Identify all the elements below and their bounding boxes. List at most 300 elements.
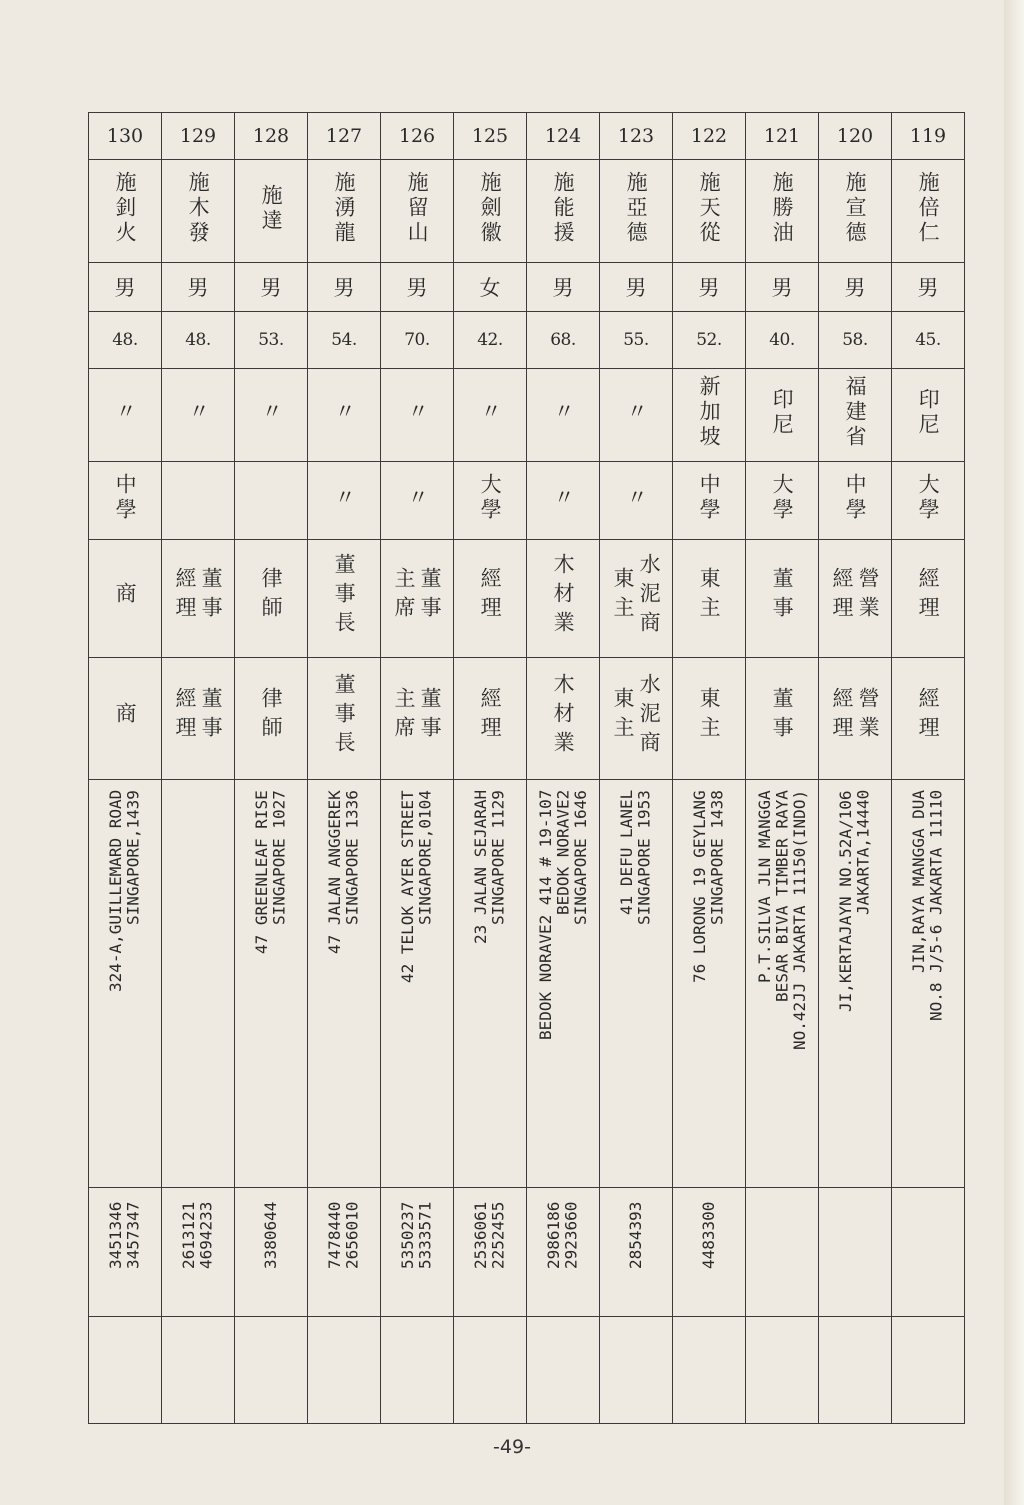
title-part: 董事 — [770, 687, 795, 745]
record-number-row — [89, 113, 965, 160]
name-cell — [527, 160, 600, 263]
record-number-cell — [673, 113, 746, 160]
gender: 男 — [114, 276, 136, 300]
occupation-text — [611, 553, 661, 640]
birthplace-cell — [162, 369, 235, 462]
title-text — [113, 702, 137, 731]
address: BEDOK NORAVE2 414 # 19-107 BEDOK NORAVE2 SINGAPORE 1646 — [535, 790, 590, 1041]
title-part: 董事 — [199, 687, 224, 745]
remarks-cell — [454, 1317, 527, 1424]
occupation-cell — [600, 540, 673, 658]
occupation-text — [332, 553, 356, 640]
occupation-text — [830, 567, 880, 625]
occupation-text — [770, 567, 794, 625]
address-cell — [89, 780, 162, 1188]
name-cell — [308, 160, 381, 263]
title-part: 營業 — [856, 687, 881, 745]
name-cell — [235, 160, 308, 263]
title-text — [830, 687, 880, 745]
gender-cell — [527, 263, 600, 312]
title-cell — [600, 658, 673, 780]
age-cell — [381, 312, 454, 369]
occupation-cell — [89, 540, 162, 658]
gender: 男 — [187, 276, 209, 300]
record-number-cell — [308, 113, 381, 160]
address: JIN,RAYA MANGGA DUA NO.8 J/5-6 JAKARTA 11110 — [909, 790, 946, 1022]
birthplace-cell — [673, 369, 746, 462]
phone-number: 3451346 3457347 — [106, 1202, 143, 1270]
address: 76 LORONG 19 GEYLANG SINGAPORE 1438 — [690, 790, 727, 983]
phone-number: 5350237 5333571 — [398, 1202, 435, 1270]
record-number-cell — [89, 113, 162, 160]
age-cell — [308, 312, 381, 369]
birthplace-cell — [381, 369, 454, 462]
address-wrap — [527, 790, 599, 1170]
phone-cell — [89, 1188, 162, 1317]
record-number-cell — [746, 113, 819, 160]
address: P.T.SILVA JLN MANGGA BESAR BIVA TIMBER RAYA NO.42JJ JAKARTA 11150(INDO) — [754, 790, 809, 1051]
member-name: 施能援 — [551, 171, 576, 246]
address-cell — [308, 780, 381, 1188]
occupation-part: 經理 — [830, 567, 854, 625]
age-cell — [673, 312, 746, 369]
remarks-cell — [381, 1317, 454, 1424]
title-text — [259, 687, 283, 745]
address-cell — [454, 780, 527, 1188]
occupation-text — [173, 567, 223, 625]
address-cell — [892, 780, 965, 1188]
title-part: 經理 — [173, 687, 197, 745]
occupation-part: 主席 — [392, 567, 416, 625]
title-cell — [162, 658, 235, 780]
record-number: 130 — [106, 125, 144, 147]
title-part: 律師 — [259, 687, 284, 745]
occupation-part: 經理 — [173, 567, 197, 625]
phone-number: 3380644 — [261, 1202, 281, 1270]
occupation-text — [113, 582, 137, 611]
gender-cell — [673, 263, 746, 312]
member-name: 施湧龍 — [332, 171, 357, 246]
education-cell — [600, 462, 673, 540]
education-cell — [162, 462, 235, 540]
education: 大學 — [478, 473, 503, 523]
phone-cell — [600, 1188, 673, 1317]
title-cell — [381, 658, 454, 780]
phone-cell — [673, 1188, 746, 1317]
record-number: 126 — [398, 125, 436, 147]
age: 42. — [477, 330, 503, 350]
occupation-part: 東主 — [611, 567, 635, 625]
birthplace: 〃 — [624, 400, 649, 425]
birthplace: 〃 — [259, 400, 284, 425]
education-cell — [892, 462, 965, 540]
age: 58. — [842, 330, 868, 350]
age: 70. — [404, 330, 430, 350]
age: 45. — [915, 330, 941, 350]
title-part: 經理 — [478, 687, 503, 745]
gender-cell — [235, 263, 308, 312]
occupation-part: 律師 — [259, 567, 284, 625]
education-cell — [454, 462, 527, 540]
phone-number: 2854393 — [626, 1202, 646, 1270]
record-number: 122 — [690, 125, 728, 147]
education: 中學 — [843, 473, 868, 523]
age: 40. — [769, 330, 795, 350]
education: 〃 — [624, 485, 649, 511]
age-cell — [527, 312, 600, 369]
address-row — [89, 780, 965, 1188]
occupation-cell — [381, 540, 454, 658]
education-cell — [673, 462, 746, 540]
gender-cell — [308, 263, 381, 312]
title-part: 水泥商 — [637, 672, 662, 760]
occupation-cell — [235, 540, 308, 658]
birthplace-cell — [819, 369, 892, 462]
remarks-row — [89, 1317, 965, 1424]
education: 〃 — [405, 485, 430, 511]
record-number: 127 — [325, 125, 363, 147]
birthplace: 〃 — [113, 400, 138, 425]
occupation-part: 經理 — [916, 567, 941, 625]
birthplace: 新加坡 — [697, 375, 722, 450]
phone-cell — [381, 1188, 454, 1317]
address: 42 TELOK AYER STREET SINGAPORE,0104 — [398, 790, 435, 983]
address-wrap — [454, 790, 526, 1170]
name-cell — [892, 160, 965, 263]
name-cell — [819, 160, 892, 263]
education-cell — [89, 462, 162, 540]
occupation-text — [551, 553, 575, 640]
title-part: 商 — [113, 701, 138, 731]
age-cell — [235, 312, 308, 369]
record-number-cell — [381, 113, 454, 160]
occupation-part: 董事 — [418, 567, 443, 625]
address-wrap — [819, 790, 891, 1170]
age-row — [89, 312, 965, 369]
gender-cell — [89, 263, 162, 312]
record-number-cell — [819, 113, 892, 160]
address-cell — [381, 780, 454, 1188]
title-text — [551, 673, 575, 760]
remarks-cell — [308, 1317, 381, 1424]
title-cell — [308, 658, 381, 780]
gender: 男 — [698, 276, 720, 300]
gender: 男 — [917, 276, 939, 300]
member-name: 施留山 — [405, 171, 430, 246]
title-cell — [527, 658, 600, 780]
education-cell — [235, 462, 308, 540]
address-cell — [162, 780, 235, 1188]
phone-number: 2613121 4694233 — [179, 1202, 216, 1270]
record-number-cell — [600, 113, 673, 160]
title-part: 經理 — [830, 687, 854, 745]
member-name: 施釗火 — [113, 171, 138, 246]
occupation-text — [478, 567, 502, 625]
occupation-cell — [308, 540, 381, 658]
birthplace: 〃 — [332, 400, 357, 425]
title-text — [332, 673, 356, 760]
gender: 男 — [552, 276, 574, 300]
birthplace-cell — [454, 369, 527, 462]
education: 中學 — [697, 473, 722, 523]
age: 48. — [112, 330, 138, 350]
occupation-cell — [892, 540, 965, 658]
address-cell — [746, 780, 819, 1188]
gender: 男 — [260, 276, 282, 300]
education-cell — [746, 462, 819, 540]
title-part: 東主 — [697, 687, 722, 745]
page-edge-shadow — [1004, 0, 1024, 1505]
address-wrap — [600, 790, 672, 1170]
birthplace-cell — [235, 369, 308, 462]
education: 〃 — [551, 485, 576, 511]
title-text — [770, 687, 794, 745]
title-text — [478, 687, 502, 745]
occupation-part: 營業 — [856, 567, 881, 625]
birthplace: 〃 — [551, 400, 576, 425]
education-cell — [819, 462, 892, 540]
remarks-cell — [600, 1317, 673, 1424]
remarks-cell — [89, 1317, 162, 1424]
address: 324-A,GUILLEMARD ROAD SINGAPORE,1439 — [106, 790, 143, 993]
name-cell — [381, 160, 454, 263]
occupation-text — [392, 567, 442, 625]
record-number-cell — [527, 113, 600, 160]
member-name: 施勝油 — [770, 171, 795, 246]
birthplace-cell — [746, 369, 819, 462]
occupation-text — [697, 567, 721, 625]
occupation-text — [259, 567, 283, 625]
address-wrap — [892, 790, 964, 1170]
title-cell — [819, 658, 892, 780]
name-row — [89, 160, 965, 263]
address-cell — [819, 780, 892, 1188]
title-cell — [89, 658, 162, 780]
age-cell — [454, 312, 527, 369]
gender: 女 — [479, 276, 501, 300]
address: 47 GREENLEAF RISE SINGAPORE 1027 — [252, 790, 289, 954]
gender-row — [89, 263, 965, 312]
education-cell — [527, 462, 600, 540]
page-number: -49- — [493, 1436, 531, 1458]
birthplace-cell — [892, 369, 965, 462]
age-cell — [819, 312, 892, 369]
phone-number: 2536061 2252455 — [471, 1202, 508, 1270]
address: 23 JALAN SEJARAH SINGAPORE 1129 — [471, 790, 508, 945]
phone-cell — [454, 1188, 527, 1317]
address-wrap — [89, 790, 161, 1170]
occupation-part: 商 — [113, 581, 138, 611]
phone-cell — [819, 1188, 892, 1317]
occupation-cell — [454, 540, 527, 658]
occupation-part: 東主 — [697, 567, 722, 625]
title-cell — [746, 658, 819, 780]
gender: 男 — [625, 276, 647, 300]
record-number: 119 — [909, 125, 947, 147]
remarks-cell — [673, 1317, 746, 1424]
record-number: 125 — [471, 125, 509, 147]
gender: 男 — [406, 276, 428, 300]
remarks-cell — [746, 1317, 819, 1424]
phone-cell — [235, 1188, 308, 1317]
education-row — [89, 462, 965, 540]
address-wrap — [381, 790, 453, 1170]
birthplace: 印尼 — [770, 387, 795, 438]
occupation-part: 董事 — [199, 567, 224, 625]
title-part: 經理 — [916, 687, 941, 745]
phone-cell — [308, 1188, 381, 1317]
education-cell — [381, 462, 454, 540]
occupation-cell — [527, 540, 600, 658]
name-cell — [746, 160, 819, 263]
education-cell — [308, 462, 381, 540]
address: 41 DEFU LANEL SINGAPORE 1953 — [617, 790, 654, 925]
age-cell — [746, 312, 819, 369]
birthplace-cell — [308, 369, 381, 462]
remarks-cell — [235, 1317, 308, 1424]
birthplace: 福建省 — [843, 375, 868, 450]
gender: 男 — [771, 276, 793, 300]
occupation-part: 木材業 — [551, 552, 576, 640]
name-cell — [89, 160, 162, 263]
education: 〃 — [332, 485, 357, 511]
gender: 男 — [333, 276, 355, 300]
age-cell — [892, 312, 965, 369]
remarks-cell — [819, 1317, 892, 1424]
record-number: 129 — [179, 125, 217, 147]
member-name: 施倍仁 — [916, 171, 941, 246]
title-part: 木材業 — [551, 672, 576, 760]
age: 54. — [331, 330, 357, 350]
phone-cell — [892, 1188, 965, 1317]
address: 47 JALAN ANGGEREK SINGAPORE 1336 — [325, 790, 362, 954]
member-name: 施亞德 — [624, 171, 649, 246]
name-cell — [162, 160, 235, 263]
record-number: 120 — [836, 125, 874, 147]
record-number-cell — [162, 113, 235, 160]
name-cell — [454, 160, 527, 263]
member-name: 施木發 — [186, 171, 211, 246]
phone-number: 4483300 — [699, 1202, 719, 1270]
age: 68. — [550, 330, 576, 350]
gender-cell — [454, 263, 527, 312]
member-name: 施天從 — [697, 171, 722, 246]
age: 55. — [623, 330, 649, 350]
title-text — [173, 687, 223, 745]
occupation-part: 經理 — [478, 567, 503, 625]
title-part: 董事長 — [332, 672, 357, 760]
birthplace: 印尼 — [916, 387, 941, 438]
phone-cell — [527, 1188, 600, 1317]
occupation-text — [916, 567, 940, 625]
title-text — [916, 687, 940, 745]
address-cell — [600, 780, 673, 1188]
birthplace-cell — [527, 369, 600, 462]
address-wrap — [308, 790, 380, 1170]
age: 53. — [258, 330, 284, 350]
name-cell — [673, 160, 746, 263]
title-cell — [673, 658, 746, 780]
education: 中學 — [113, 473, 138, 523]
address-cell — [527, 780, 600, 1188]
age-cell — [600, 312, 673, 369]
gender-cell — [892, 263, 965, 312]
education: 大學 — [770, 473, 795, 523]
member-name: 施劍徽 — [478, 171, 503, 246]
birthplace-row — [89, 369, 965, 462]
remarks-cell — [162, 1317, 235, 1424]
title-text — [611, 673, 661, 760]
age-cell — [162, 312, 235, 369]
birthplace: 〃 — [478, 400, 503, 425]
title-part: 主席 — [392, 687, 416, 745]
title-row — [89, 658, 965, 780]
occupation-cell — [819, 540, 892, 658]
title-text — [392, 687, 442, 745]
phone-number: 2986186 2923660 — [544, 1202, 581, 1270]
record-number: 128 — [252, 125, 290, 147]
phone-row — [89, 1188, 965, 1317]
phone-cell — [162, 1188, 235, 1317]
birthplace: 〃 — [186, 400, 211, 425]
member-registry-table — [88, 112, 965, 1424]
occupation-row — [89, 540, 965, 658]
title-cell — [235, 658, 308, 780]
birthplace-cell — [600, 369, 673, 462]
member-name: 施宣德 — [843, 171, 868, 246]
record-number: 124 — [544, 125, 582, 147]
title-text — [697, 687, 721, 745]
birthplace-cell — [89, 369, 162, 462]
address-wrap — [746, 790, 818, 1170]
record-number: 121 — [763, 125, 801, 147]
occupation-cell — [746, 540, 819, 658]
remarks-cell — [892, 1317, 965, 1424]
age: 52. — [696, 330, 722, 350]
address: JI,KERTAJAYN NO.52A/106 JAKARTA,14440 — [836, 790, 873, 1012]
occupation-part: 水泥商 — [637, 552, 662, 640]
gender-cell — [819, 263, 892, 312]
remarks-cell — [527, 1317, 600, 1424]
occupation-part: 董事長 — [332, 552, 357, 640]
age: 48. — [185, 330, 211, 350]
gender-cell — [600, 263, 673, 312]
member-name: 施達 — [259, 183, 284, 234]
record-number-cell — [892, 113, 965, 160]
address-cell — [235, 780, 308, 1188]
gender-cell — [746, 263, 819, 312]
age-cell — [89, 312, 162, 369]
name-cell — [600, 160, 673, 263]
phone-cell — [746, 1188, 819, 1317]
address-wrap — [235, 790, 307, 1170]
record-number-cell — [454, 113, 527, 160]
record-number: 123 — [617, 125, 655, 147]
phone-number: 7478440 2656010 — [325, 1202, 362, 1270]
record-number-cell — [235, 113, 308, 160]
title-cell — [454, 658, 527, 780]
address-wrap — [673, 790, 745, 1170]
birthplace: 〃 — [405, 400, 430, 425]
occupation-cell — [162, 540, 235, 658]
gender: 男 — [844, 276, 866, 300]
title-cell — [892, 658, 965, 780]
gender-cell — [381, 263, 454, 312]
gender-cell — [162, 263, 235, 312]
title-part: 董事 — [418, 687, 443, 745]
education: 大學 — [916, 473, 941, 523]
address-wrap — [162, 790, 234, 1170]
